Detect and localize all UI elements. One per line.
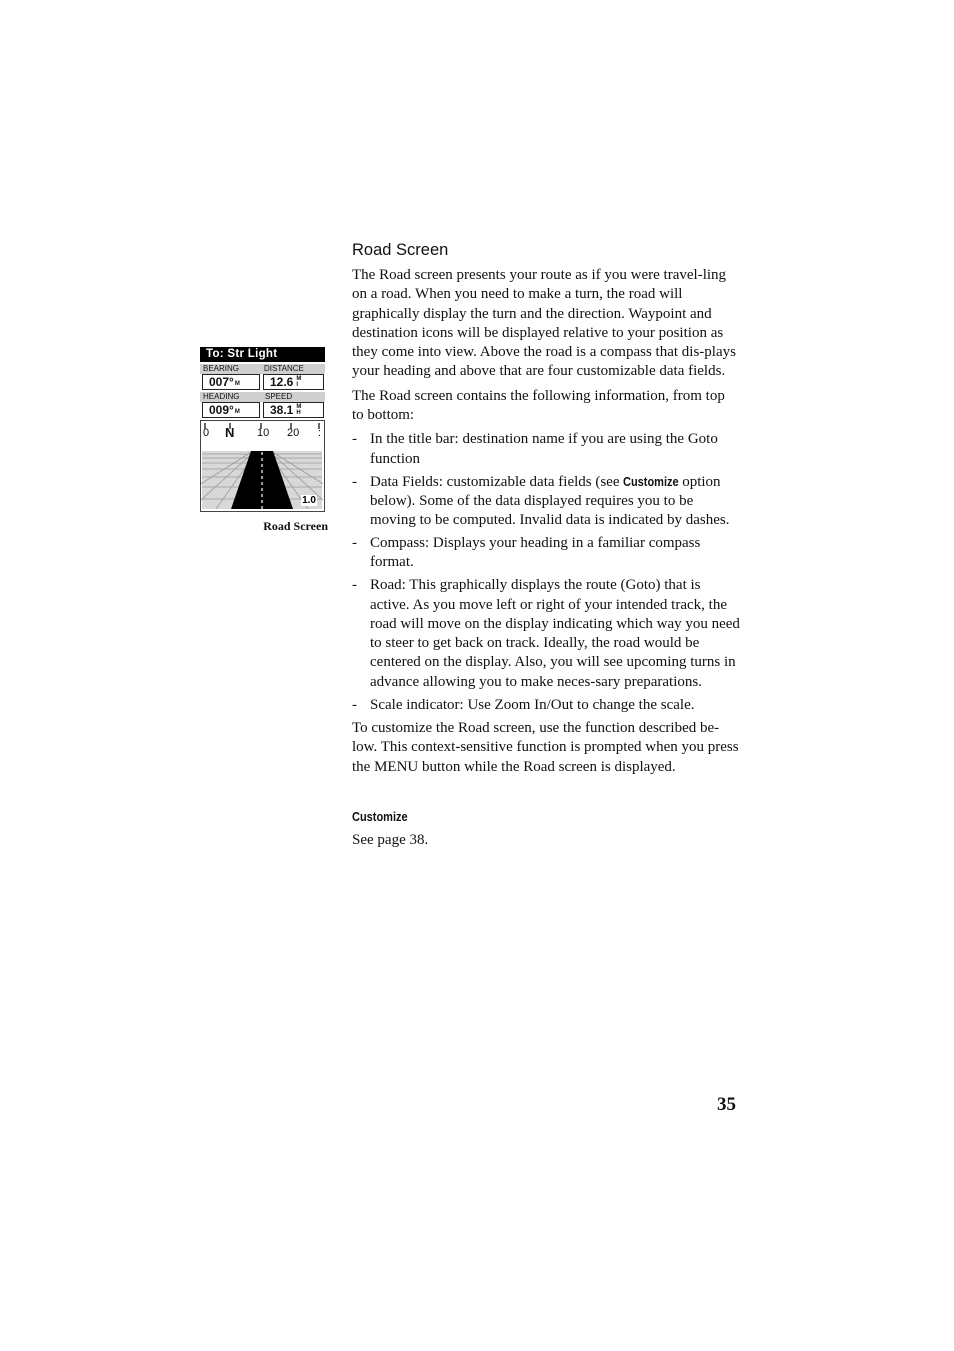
customize-reference: Customize <box>623 474 679 489</box>
bearing-value: 007° <box>209 375 234 389</box>
road-screen-figure <box>200 347 325 512</box>
list-item: - In the title bar: destination name if you are using the Goto function <box>352 431 718 467</box>
distance-unit-top: M <box>296 376 302 382</box>
scale-indicator: 1.0 <box>302 495 316 506</box>
device-title-bar: To: Str Light <box>200 347 325 362</box>
compass-label-20: 20 <box>287 427 300 439</box>
contains-paragraph: The Road screen contains the following information, from top to bottom: <box>352 387 725 424</box>
bearing-label: BEARING <box>203 364 240 373</box>
customize-heading: Customize <box>352 809 408 824</box>
heading-unit: M <box>234 409 240 415</box>
section-title: Road Screen <box>352 241 449 259</box>
field-labels-top <box>200 364 325 374</box>
page-number: 35 <box>717 1094 736 1115</box>
compass-label-north: N <box>225 425 235 440</box>
list-item: - Scale indicator: Use Zoom In/Out to change the scale. <box>352 696 695 713</box>
figure-caption: Road Screen <box>263 519 328 533</box>
list-item: - Compass: Displays your heading in a familiar compass format. <box>352 535 701 571</box>
heading-label: HEADING <box>203 392 240 401</box>
intro-paragraph: The Road screen presents your route as if you were travel-ling on a road. When you need to make a turn, the road will graphically display the turn and the direction. Waypoint and destination icons will be displayed relative to your position as they come into view. Above the road is a compass that dis-plays your heading and above that are four customizable data fields. <box>352 267 736 380</box>
field-labels-bottom <box>200 392 325 402</box>
distance-unit-bottom: I <box>296 382 299 388</box>
text-column <box>352 240 740 855</box>
speed-unit-bottom: H <box>296 410 301 416</box>
list-item: - Road: This graphically displays the route (Goto) that is active. As you move left or right of your intended track, the road will move on the display indicating which way you need to steer to get back on track. Ideally, the road would be centered on the display. Also, you will see upcoming turns in advance allowing you to make neces-sary preparations. <box>352 577 740 690</box>
bearing-field <box>202 374 260 390</box>
distance-value: 12.6 <box>270 375 294 389</box>
distance-label: DISTANCE <box>264 364 304 373</box>
info-list <box>352 430 740 715</box>
road-display <box>200 420 325 512</box>
compass-label-10: 10 <box>257 427 270 439</box>
speed-label: SPEED <box>265 392 293 401</box>
speed-field <box>263 402 324 418</box>
compass-label-0: 0 <box>203 427 210 439</box>
customize-text: See page 38. <box>352 831 429 848</box>
speed-value: 38.1 <box>270 403 294 417</box>
customize-instructions: To customize the Road screen, use the function described be-low. This context-sensitive function is prompted when you press the MENU button while the Road screen is displayed. <box>352 719 739 775</box>
bearing-unit: M <box>234 381 240 387</box>
heading-field <box>202 402 260 418</box>
compass-label-edge: : <box>318 427 322 439</box>
list-item: - Data Fields: customizable data fields (see Customize option below). Some of the data displayed requires you to be moving to be computed. Invalid data is indicated by dashes. <box>352 473 730 529</box>
heading-value: 009° <box>209 403 234 417</box>
distance-field <box>263 374 324 390</box>
speed-unit-top: M <box>296 404 302 410</box>
